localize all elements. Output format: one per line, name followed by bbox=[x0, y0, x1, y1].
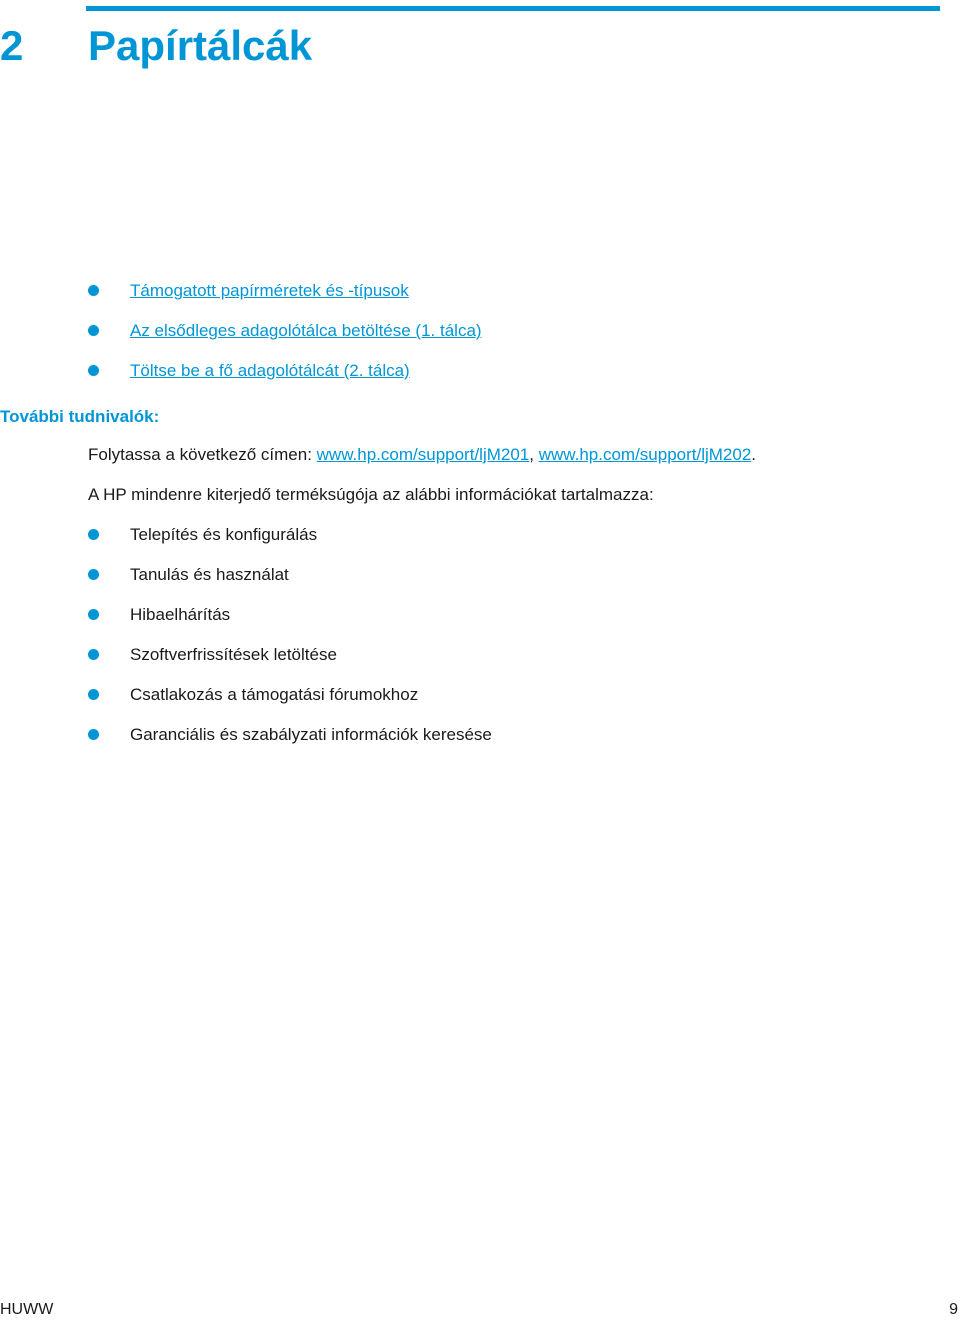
bullet-icon bbox=[88, 285, 99, 296]
support-url-m201-link[interactable]: www.hp.com/support/ljM201 bbox=[316, 445, 530, 464]
period-text: . bbox=[751, 445, 757, 464]
bullet-icon bbox=[88, 529, 99, 540]
chapter-title: Papírtálcák bbox=[88, 22, 313, 69]
support-item-text: Telepítés és konfigurálás bbox=[130, 525, 318, 544]
support-url-m202-link[interactable]: www.hp.com/support/ljM202 bbox=[538, 445, 752, 464]
bullet-icon bbox=[88, 569, 99, 580]
footer-page-number: 9 bbox=[949, 1301, 958, 1318]
topic-link-tray-2[interactable]: Töltse be a fő adagolótálcát (2. tálca) bbox=[130, 361, 410, 380]
support-item-text: Tanulás és használat bbox=[130, 565, 289, 584]
topic-link-tray-1[interactable]: Az elsődleges adagolótálca betöltése (1. tálca) bbox=[130, 321, 482, 340]
url-separator-text: , bbox=[529, 445, 539, 464]
more-info-heading: További tudnivalók: bbox=[0, 407, 160, 426]
chapter-top-rule bbox=[86, 6, 940, 11]
topic-link-paper-sizes[interactable]: Támogatott papírméretek és -típusok bbox=[130, 281, 409, 300]
help-intro-paragraph: A HP mindenre kiterjedő terméksúgója az alábbi információkat tartalmazza: bbox=[88, 485, 654, 504]
bullet-icon bbox=[88, 365, 99, 376]
bullet-icon bbox=[88, 609, 99, 620]
support-item-text: Garanciális és szabályzati információk keresése bbox=[130, 725, 492, 744]
bullet-icon bbox=[88, 689, 99, 700]
visit-prefix-text: Folytassa a következő címen: bbox=[88, 445, 317, 464]
chapter-number: 2 bbox=[0, 22, 24, 69]
support-item-text: Szoftverfrissítések letöltése bbox=[130, 645, 337, 664]
footer-locale-code: HUWW bbox=[0, 1301, 54, 1318]
support-item-text: Hibaelhárítás bbox=[130, 605, 231, 624]
support-item-text: Csatlakozás a támogatási fórumokhoz bbox=[130, 685, 419, 704]
support-url-paragraph bbox=[88, 444, 756, 466]
bullet-icon bbox=[88, 649, 99, 660]
bullet-icon bbox=[88, 325, 99, 336]
bullet-icon bbox=[88, 729, 99, 740]
